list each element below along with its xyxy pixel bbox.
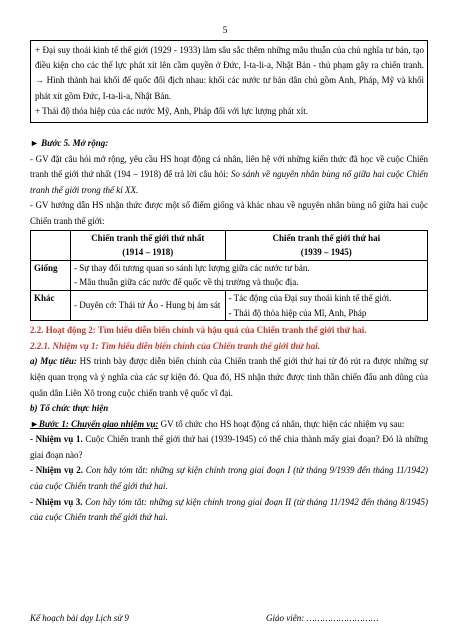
similar-point-2: - Mâu thuẫn giữa các nước đế quốc về thị trường và thuộc địa. <box>73 277 299 288</box>
extension-paragraph <box>30 152 428 199</box>
task-1-text: Cuộc Chiến tranh thế giới thứ hai (1939-1945) có thể chia thành mấy giai đoạn? Đó là những giai đoạn nào? <box>30 434 429 460</box>
similar-cell <box>70 260 427 290</box>
ww1-difference-cell: - Duyên cớ: Thái tử Áo - Hung bị ám sát <box>70 290 225 320</box>
page-number: 5 <box>222 26 228 36</box>
task-3-text: Con hãy tóm tắt: những sự kiện chính trong giai đoạn II (từ tháng 11/1942 đến tháng 8/1945) của cuộc Chiến tranh thế giới thứ hai. <box>30 496 428 523</box>
extension-text: - GV đặt câu hỏi mở rộng, yêu cầu HS hoạt động cá nhân, liên hệ với những kiến thức đã học về cuộc Chiến tranh thế giới thứ nhất (194 – 1918) để trả lời câu hỏi: <box>30 153 428 180</box>
footer-left: Kế hoạch bài dạy Lịch sử 9 <box>30 613 129 623</box>
goal-label: a) Mục tiêu: <box>30 356 77 367</box>
table-header-ww2 <box>225 230 427 260</box>
ww2-difference-cell <box>225 290 427 320</box>
ww2-title: Chiến tranh thế giới thứ hai <box>272 232 381 243</box>
page-footer <box>30 613 428 623</box>
step-1-label: ►Bước 1: Chuyển giao nhiệm vụ: <box>30 418 159 429</box>
similar-point-1: - Sự thay đổi tương quan so sánh lực lượng giữa các nước tư bản. <box>73 262 310 273</box>
goal-text: HS trình bày được diễn biến chính của Chiến tranh thế giới thứ hai từ đó rút ra được những sự kiện quan trọng và ý nghĩa của các sự kiện đó. Qua đó, HS nhận thức được tinh thần chiến đấu anh dũng của quân dân Liên Xô trong cuộc chiến tranh vệ quốc vĩ đại. <box>30 356 428 398</box>
table-header-empty <box>31 230 71 260</box>
ww1-years: (1914 – 1918) <box>122 247 174 258</box>
activity-2-heading: 2.2. Hoạt động 2: Tìm hiểu diễn biến chính và hậu quả của Chiến tranh thế giới thứ hai. <box>30 325 367 336</box>
task-2-paragraph <box>30 463 428 494</box>
task-1-heading: 2.2.1. Nhiệm vụ 1: Tìm hiểu diễn biến chính của Chiến tranh thế giới thứ hai. <box>30 340 321 351</box>
footer-right: Giáo viên: ……………………… <box>266 613 379 623</box>
row-label-similar: Giống <box>31 260 71 290</box>
step-1-paragraph <box>30 417 428 433</box>
extension-question: So sánh về nguyên nhân bùng nổ giữa hai cuộc Chiến tranh thế giới trong thế kỉ XX. <box>30 169 428 195</box>
comparison-table <box>30 230 428 322</box>
goal-paragraph <box>30 354 428 401</box>
organization-heading: b) Tổ chức thực hiện <box>30 403 109 414</box>
row-label-different: Khác <box>31 290 71 320</box>
ww2-difference-2: - Thái độ thỏa hiệp của Mĩ, Anh, Pháp <box>228 307 367 318</box>
task-1-paragraph <box>30 432 428 463</box>
box-paragraph-2: + Thái độ thỏa hiệp của các nước Mỹ, Anh, Pháp đối với lực lượng phát xít. <box>35 105 309 116</box>
ww2-years: (1939 – 1945) <box>300 247 352 258</box>
step-1-text: GV tổ chức cho HS hoạt động cá nhân, thực hiện các nhiệm vụ sau: <box>158 418 405 429</box>
step-5-heading: ► Bước 5. Mở rộng: <box>30 138 109 148</box>
table-row-different <box>31 290 428 320</box>
table-header-ww1 <box>70 230 225 260</box>
task-3-paragraph <box>30 495 428 526</box>
guidance-paragraph: - GV hướng dẫn HS nhận thức được một số điểm giống và khác nhau về nguyên nhân bùng nổ giữa hai cuộc Chiến tranh thế giới: <box>30 200 428 226</box>
ww1-title: Chiến tranh thế giới thứ nhất <box>91 232 205 243</box>
summary-box <box>30 40 428 123</box>
ww2-difference-1: - Tác động của Đại suy thoái kinh tế thế giới. <box>228 292 392 303</box>
table-row-similar <box>31 260 428 290</box>
task-1-label: - Nhiệm vụ 1. <box>30 434 83 445</box>
task-3-label: - Nhiệm vụ 3. <box>30 496 83 507</box>
task-2-text: Con hãy tóm tắt: những sự kiện chính trong giai đoạn I (từ tháng 9/1939 đến tháng 11/1942) của cuộc Chiến tranh thế giới thứ hai. <box>30 465 429 492</box>
table-header-row <box>31 230 428 260</box>
box-paragraph-1: + Đại suy thoái kinh tế thế giới (1929 - 1933) làm sâu sắc thêm những mâu thuẫn của chủ nghĩa tư bản, tạo điều kiện cho các thế lực phát xít lên cầm quyền ở Đức, I-ta-li-a, Nhật Bản - thủ phạm gây ra chiến tranh. → Hình thành hai khối đế quốc đối địch nhau: khối các nước tư bản dân chủ gồm Anh, Pháp, Mỹ và khối phát xít gồm Đức, I-ta-li-a, Nhật Bản. <box>35 45 424 101</box>
task-2-label: - Nhiệm vụ 2. <box>30 465 83 476</box>
main-content <box>30 136 428 526</box>
